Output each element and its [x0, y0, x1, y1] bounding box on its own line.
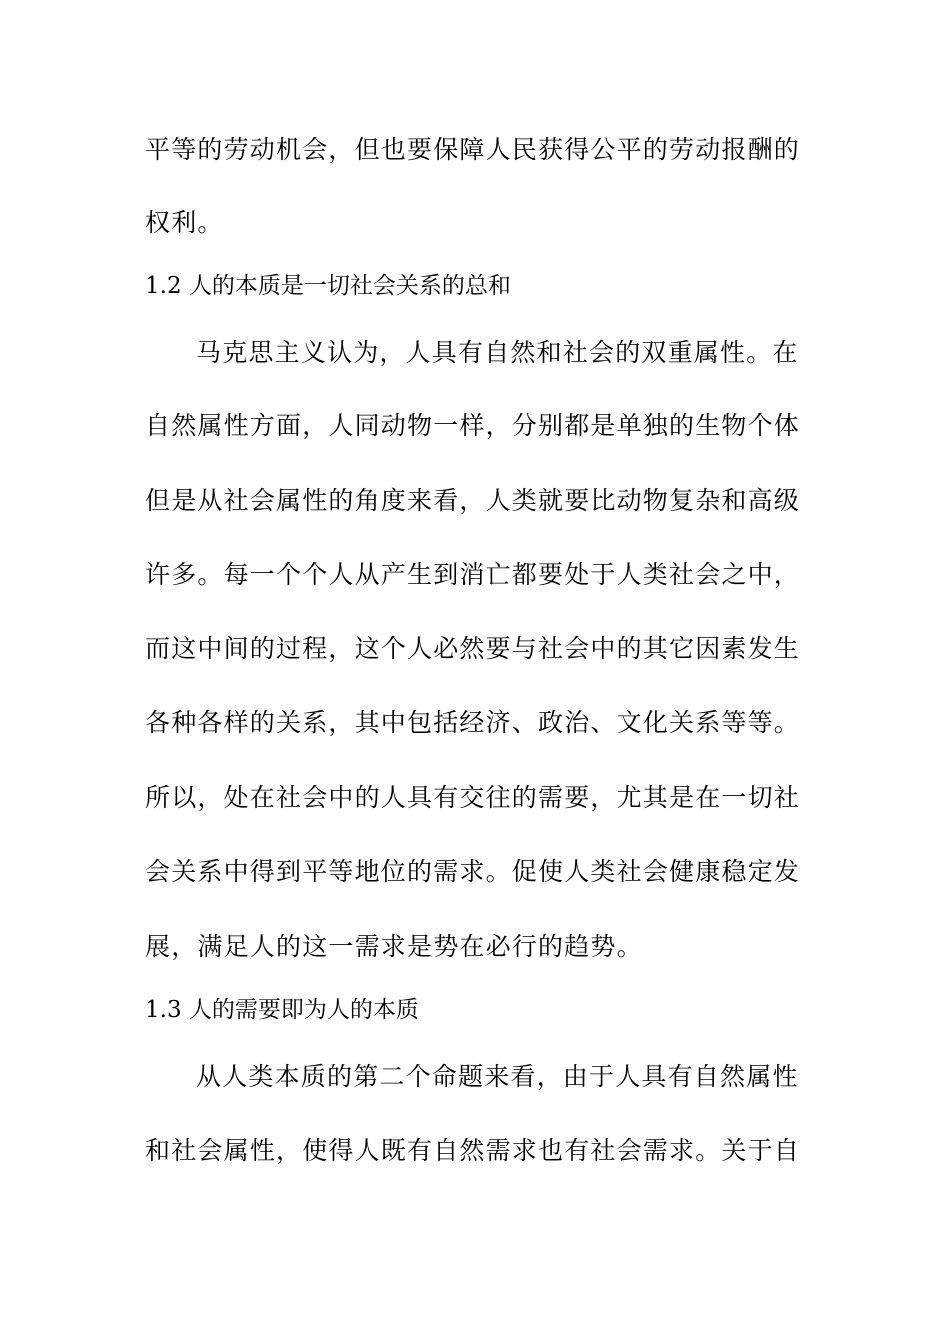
body-text-line: 展，满足人的这一需求是势在必行的趋势。	[145, 932, 643, 961]
body-text-line: 权利。	[145, 208, 224, 237]
body-text-line: 自然属性方面，人同动物一样，分别都是单独的生物个体	[145, 411, 801, 440]
body-text-line: 平等的劳动机会，但也要保障人民获得公平的劳动报酬的	[145, 135, 801, 164]
section-heading-1-2: 1.2 人的本质是一切社会关系的总和	[145, 273, 511, 299]
body-text-line: 和社会属性，使得人既有自然需求也有社会需求。关于自	[145, 1136, 801, 1165]
body-text-line: 马克思主义认为，人具有自然和社会的双重属性。在	[196, 338, 799, 367]
section-heading-1-3: 1.3 人的需要即为人的本质	[145, 997, 419, 1023]
body-text-line: 而这中间的过程，这个人必然要与社会中的其它因素发生	[145, 634, 801, 663]
body-text-line: 从人类本质的第二个命题来看，由于人具有自然属性	[196, 1062, 799, 1091]
body-text-line: 各种各样的关系，其中包括经济、政治、文化关系等等。	[145, 708, 801, 737]
body-text-line: 许多。每一个个人从产生到消亡都要处于人类社会之中，	[145, 560, 801, 589]
body-text-line: 会关系中得到平等地位的需求。促使人类社会健康稳定发	[145, 857, 801, 886]
body-text-line: 所以，处在社会中的人具有交往的需要，尤其是在一切社	[145, 783, 801, 812]
body-text-line: 但是从社会属性的角度来看，人类就要比动物复杂和高级	[145, 486, 801, 515]
